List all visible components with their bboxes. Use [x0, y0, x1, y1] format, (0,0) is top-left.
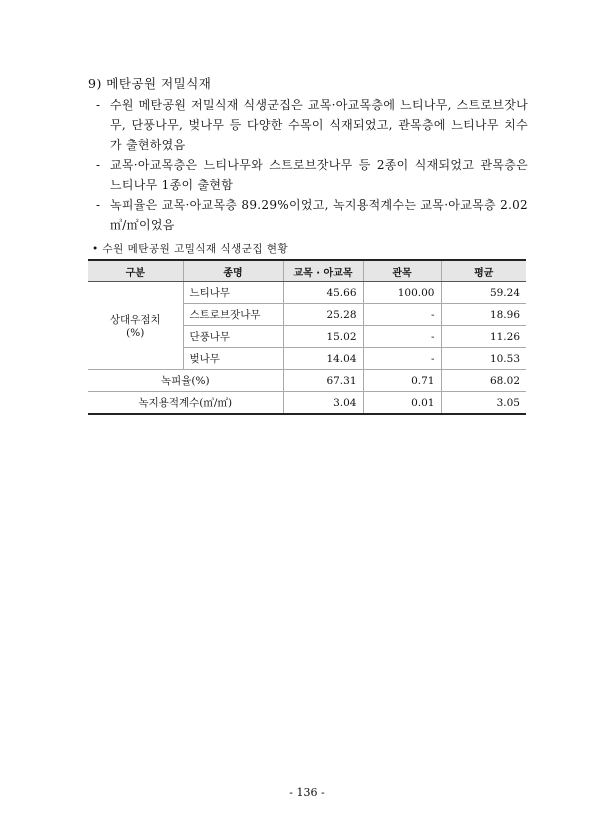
avg-value-cell: 68.02 [441, 370, 526, 392]
summary-label-cell: 녹피율(%) [88, 370, 283, 392]
shrub-value-cell: 0.01 [363, 392, 441, 415]
tree-value-cell: 3.04 [283, 392, 363, 415]
bullet-list [96, 95, 528, 235]
table-row [88, 392, 526, 415]
species-cell: 벚나무 [183, 348, 283, 370]
avg-value-cell: 3.05 [441, 392, 526, 415]
group-label-line1: 상대우점치 [109, 314, 161, 326]
bullet-text: 녹피율은 교목·아교목층 89.29%이었고, 녹지용적계수는 교목·아교목층 2.02㎥/㎡이었음 [110, 198, 528, 232]
bullet-text: 수원 메탄공원 저밀식재 식생군집은 교목·아교목층에 느티나무, 스트로브잣나무, 단풍나무, 벚나무 등 다양한 수목이 식재되었고, 관목층에 느티나무 치수가 출현하였음 [110, 98, 528, 152]
species-cell: 느티나무 [183, 282, 283, 304]
shrub-value-cell: - [363, 348, 441, 370]
header-shrub-layer: 관목 [363, 260, 441, 282]
summary-label-cell: 녹지용적계수(㎥/㎡) [88, 392, 283, 415]
bullet-item [96, 195, 528, 235]
tree-value-cell: 45.66 [283, 282, 363, 304]
table-row [88, 370, 526, 392]
bullet-dash: - [96, 198, 101, 212]
shrub-value-cell: 0.71 [363, 370, 441, 392]
shrub-value-cell: - [363, 304, 441, 326]
section-heading: 9) 메탄공원 저밀식재 [88, 76, 212, 91]
avg-value-cell: 59.24 [441, 282, 526, 304]
page-number: - 136 - [289, 786, 325, 799]
group-label-cell [88, 282, 183, 370]
shrub-value-cell: 100.00 [363, 282, 441, 304]
species-cell: 스트로브잣나무 [183, 304, 283, 326]
bullet-dash: - [96, 98, 101, 112]
tree-value-cell: 14.04 [283, 348, 363, 370]
bullet-item [96, 95, 528, 155]
header-category: 구분 [88, 260, 183, 282]
bullet-item [96, 155, 528, 195]
avg-value-cell: 18.96 [441, 304, 526, 326]
species-cell: 단풍나무 [183, 326, 283, 348]
shrub-value-cell: - [363, 326, 441, 348]
bullet-dash: - [96, 158, 101, 172]
avg-value-cell: 11.26 [441, 326, 526, 348]
table-header-row [88, 260, 526, 282]
table-row [88, 282, 526, 304]
header-average: 평균 [441, 260, 526, 282]
avg-value-cell: 10.53 [441, 348, 526, 370]
header-tree-layer: 교목 · 아교목 [283, 260, 363, 282]
table-caption: • 수원 메탄공원 고밀식재 식생군집 현황 [92, 243, 289, 255]
bullet-text: 교목·아교목층은 느티나무와 스트로브잣나무 등 2종이 식재되었고 관목층은 느티나무 1종이 출현함 [110, 158, 528, 192]
tree-value-cell: 25.28 [283, 304, 363, 326]
vegetation-table [88, 259, 526, 415]
header-species: 종명 [183, 260, 283, 282]
tree-value-cell: 67.31 [283, 370, 363, 392]
tree-value-cell: 15.02 [283, 326, 363, 348]
group-label-line2: (%) [126, 327, 145, 339]
